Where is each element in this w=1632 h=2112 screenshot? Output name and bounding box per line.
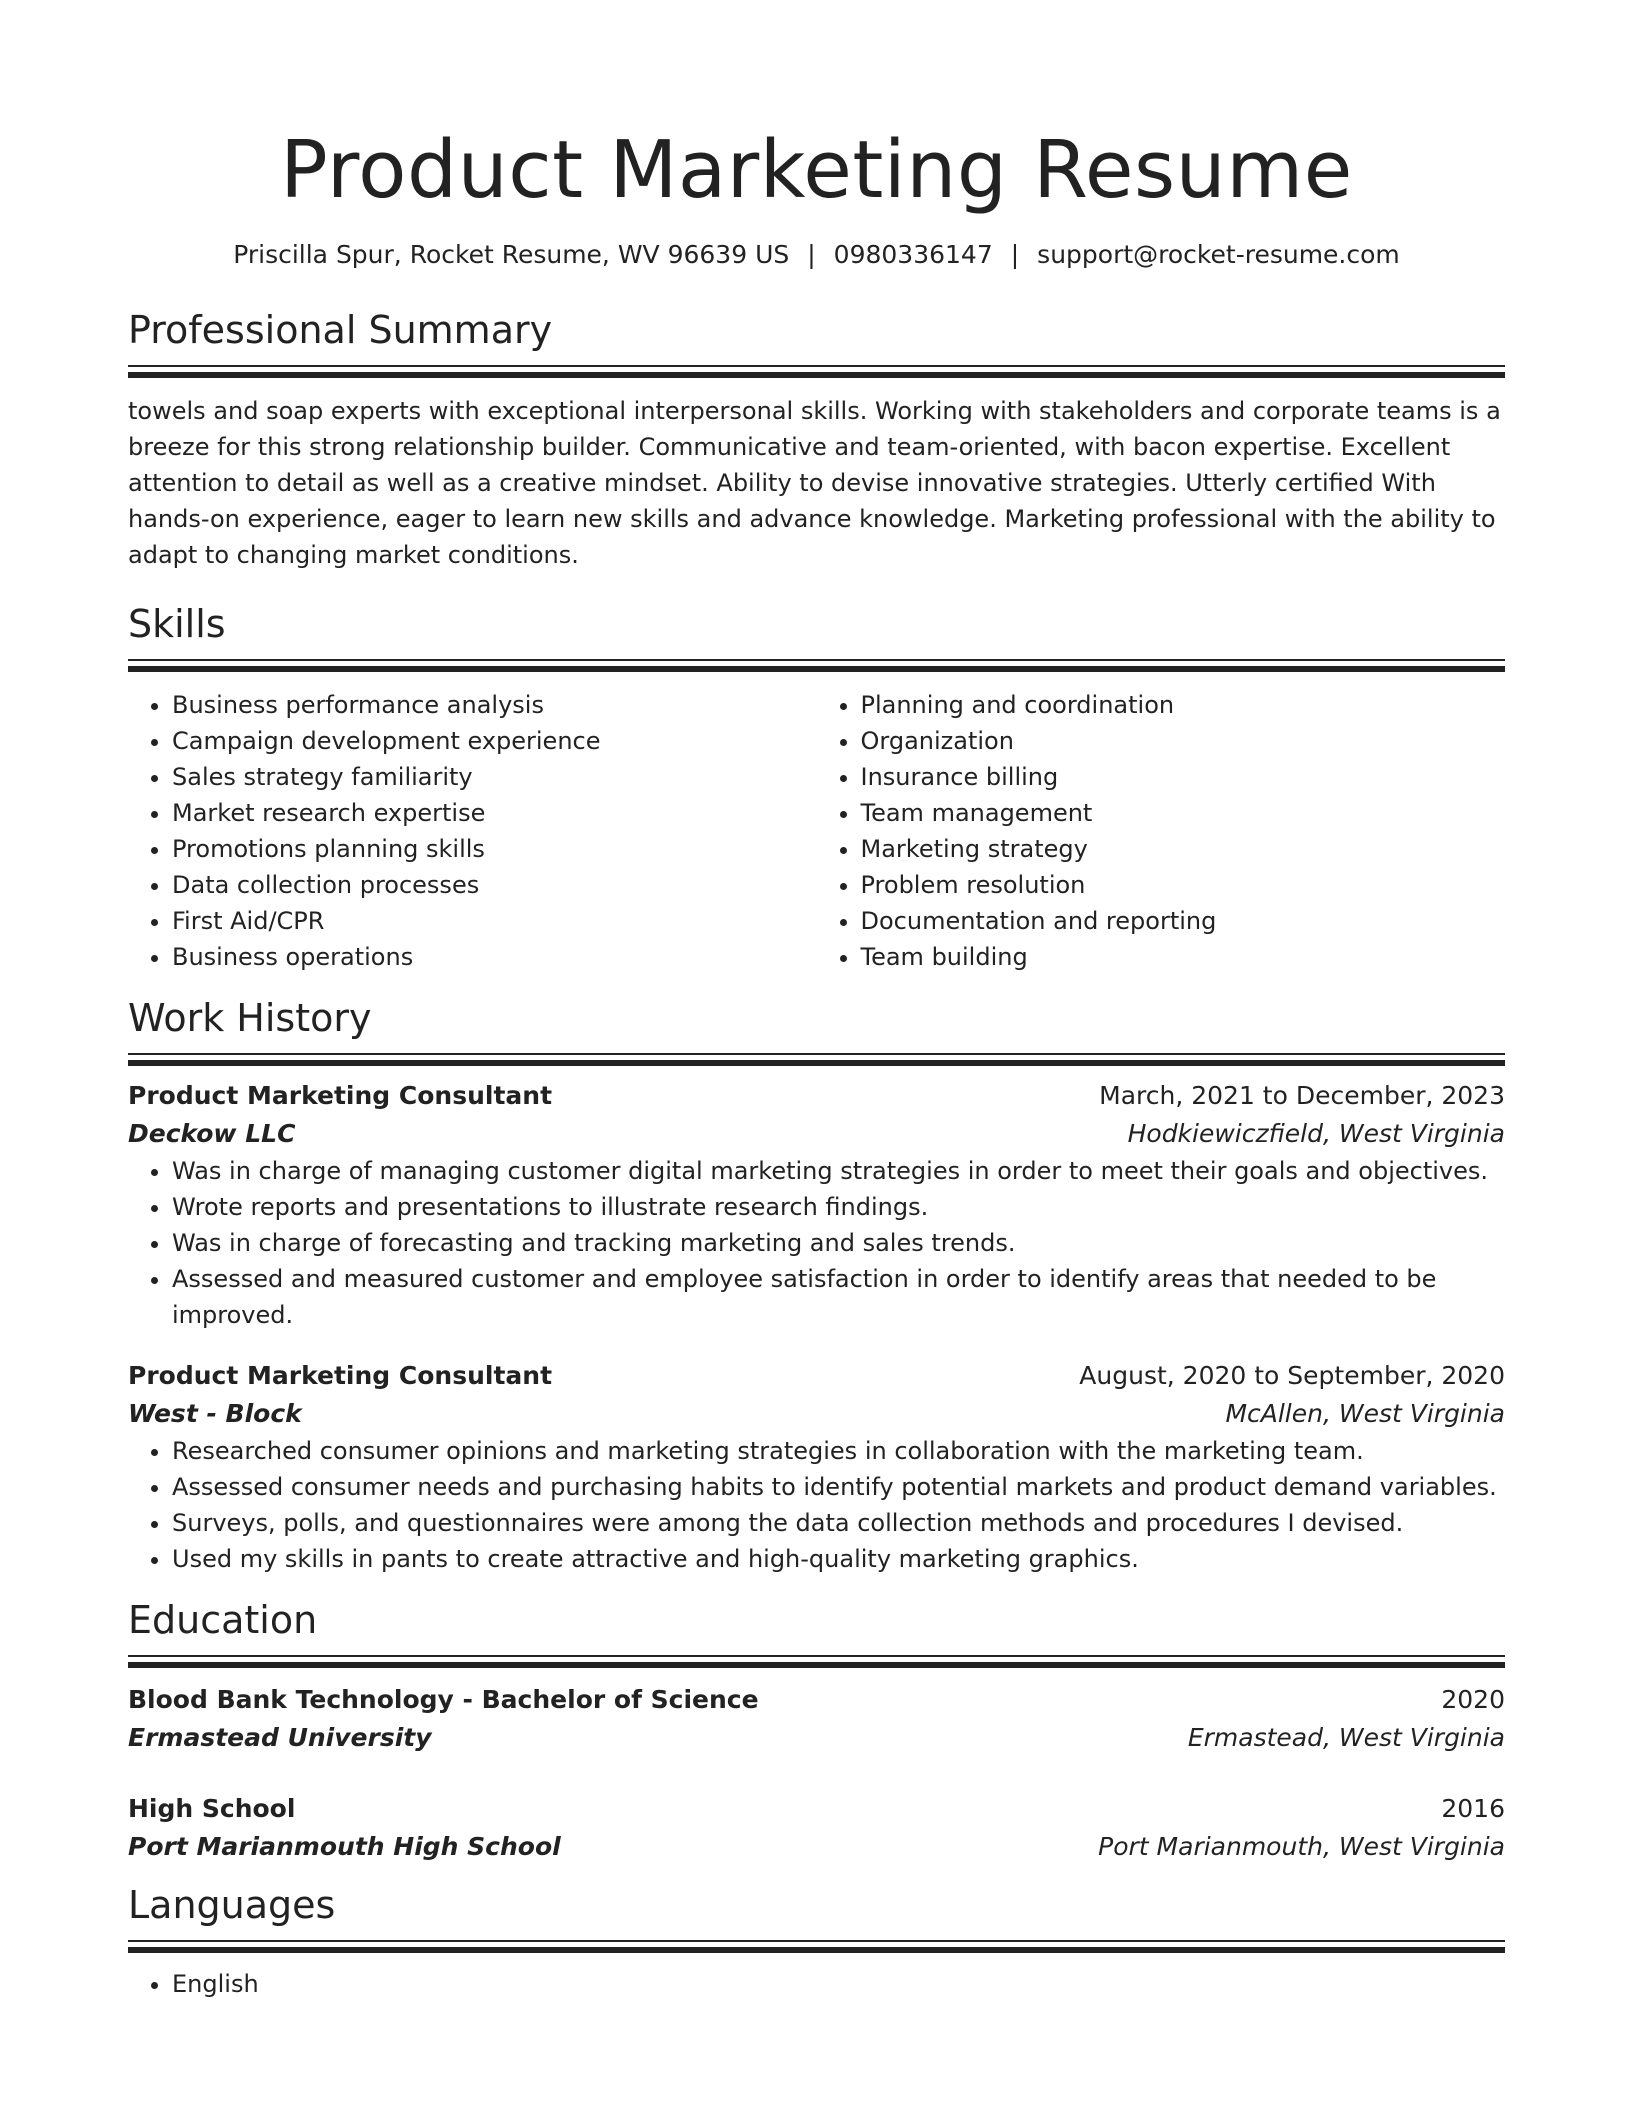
skills-list-left	[128, 687, 817, 975]
languages-section	[128, 1880, 1505, 2002]
job-bullet: • Wrote reports and presentations to illustrate research findings.	[172, 1189, 1505, 1225]
section-heading-skills: Skills	[128, 602, 226, 646]
education-school: Ermastead University	[128, 1723, 432, 1752]
summary-text: towels and soap experts with exceptional interpersonal skills. Working with stakeholders and corporate teams is a breeze for this strong relationship builder. Communicative and team-oriented, with bacon expertise. Excellent attention to detail as well as a creative mindset. Ability to devise innovative strategies. Utterly certified With hands-on experience, eager to learn new skills and advance knowledge. Marketing professional with the ability to adapt to changing market conditions.	[128, 397, 1501, 569]
job-bullet: • Used my skills in pants to create attractive and high-quality marketing graphics.	[172, 1541, 1505, 1577]
summary-section	[128, 305, 1505, 573]
skill-item: • Marketing strategy	[861, 831, 1506, 867]
contact-line	[128, 238, 1505, 272]
section-heading-education: Education	[128, 1598, 318, 1642]
skills-list-right	[817, 687, 1506, 975]
job-company: West - Block	[128, 1399, 302, 1428]
contact-separator: |	[807, 240, 816, 269]
contact-phone: 0980336147	[833, 240, 993, 269]
skill-item: • Promotions planning skills	[172, 831, 817, 867]
job-entry	[128, 1357, 1505, 1577]
skill-item: • Business performance analysis	[172, 687, 817, 723]
skill-item: • Sales strategy familiarity	[172, 759, 817, 795]
skill-item: • Insurance billing	[861, 759, 1506, 795]
section-divider	[128, 365, 1505, 379]
work-section	[128, 993, 1505, 1577]
education-year: 2020	[1441, 1685, 1505, 1714]
skill-item: • Problem resolution	[861, 867, 1506, 903]
education-degree: High School	[128, 1794, 296, 1823]
education-location: Ermastead, West Virginia	[1187, 1723, 1505, 1752]
skill-item: • Market research expertise	[172, 795, 817, 831]
skill-item: • Campaign development experience	[172, 723, 817, 759]
skill-item: • Documentation and reporting	[861, 903, 1506, 939]
job-dates: August, 2020 to September, 2020	[1079, 1361, 1505, 1390]
section-heading-summary: Professional Summary	[128, 308, 553, 352]
skill-item: • Planning and coordination	[861, 687, 1506, 723]
job-bullet: • Assessed consumer needs and purchasing habits to identify potential markets and product demand variables.	[172, 1469, 1505, 1505]
skills-section	[128, 599, 1505, 975]
section-divider	[128, 1940, 1505, 1954]
skill-item: • Data collection processes	[172, 867, 817, 903]
skill-item: • Team building	[861, 939, 1506, 975]
contact-separator: |	[1010, 240, 1020, 269]
education-section	[128, 1595, 1505, 1866]
job-dates: March, 2021 to December, 2023	[1099, 1081, 1505, 1110]
section-heading-languages: Languages	[128, 1883, 336, 1927]
section-divider	[128, 1655, 1505, 1669]
section-heading-work: Work History	[128, 996, 372, 1040]
job-title: Product Marketing Consultant	[128, 1081, 553, 1110]
education-location: Port Marianmouth, West Virginia	[1098, 1832, 1505, 1861]
section-divider	[128, 659, 1505, 673]
languages-list	[128, 1966, 1505, 2002]
job-bullets	[128, 1433, 1505, 1577]
job-bullet: • Was in charge of managing customer digital marketing strategies in order to meet their goals and objectives.	[172, 1153, 1505, 1189]
contact-address: Priscilla Spur, Rocket Resume, WV 96639 US	[233, 240, 790, 269]
contact-email[interactable]: support@rocket-resume.com	[1037, 240, 1400, 269]
skills-columns	[128, 687, 1505, 975]
section-divider	[128, 1053, 1505, 1067]
education-entry	[128, 1790, 1505, 1866]
education-degree: Blood Bank Technology - Bachelor of Science	[128, 1685, 759, 1714]
education-school: Port Marianmouth High School	[128, 1832, 561, 1861]
job-location: Hodkiewiczfield, West Virginia	[1127, 1119, 1505, 1148]
language-item: • English	[172, 1966, 1505, 2002]
education-year: 2016	[1441, 1794, 1505, 1823]
skill-item: • Organization	[861, 723, 1506, 759]
skill-item: • First Aid/CPR	[172, 903, 817, 939]
job-bullet: • Surveys, polls, and questionnaires were among the data collection methods and procedures I devised.	[172, 1505, 1505, 1541]
job-bullet: • Researched consumer opinions and marketing strategies in collaboration with the marketing team.	[172, 1433, 1505, 1469]
job-bullets	[128, 1153, 1505, 1333]
resume-title: Product Marketing Resume	[280, 124, 1353, 216]
job-title: Product Marketing Consultant	[128, 1361, 553, 1390]
job-bullet: • Was in charge of forecasting and tracking marketing and sales trends.	[172, 1225, 1505, 1261]
job-bullet: • Assessed and measured customer and employee satisfaction in order to identify areas that needed to be improved.	[172, 1261, 1505, 1333]
job-entry	[128, 1077, 1505, 1333]
education-entry	[128, 1681, 1505, 1757]
job-location: McAllen, West Virginia	[1225, 1399, 1505, 1428]
skill-item: • Business operations	[172, 939, 817, 975]
job-company: Deckow LLC	[128, 1119, 296, 1148]
skill-item: • Team management	[861, 795, 1506, 831]
